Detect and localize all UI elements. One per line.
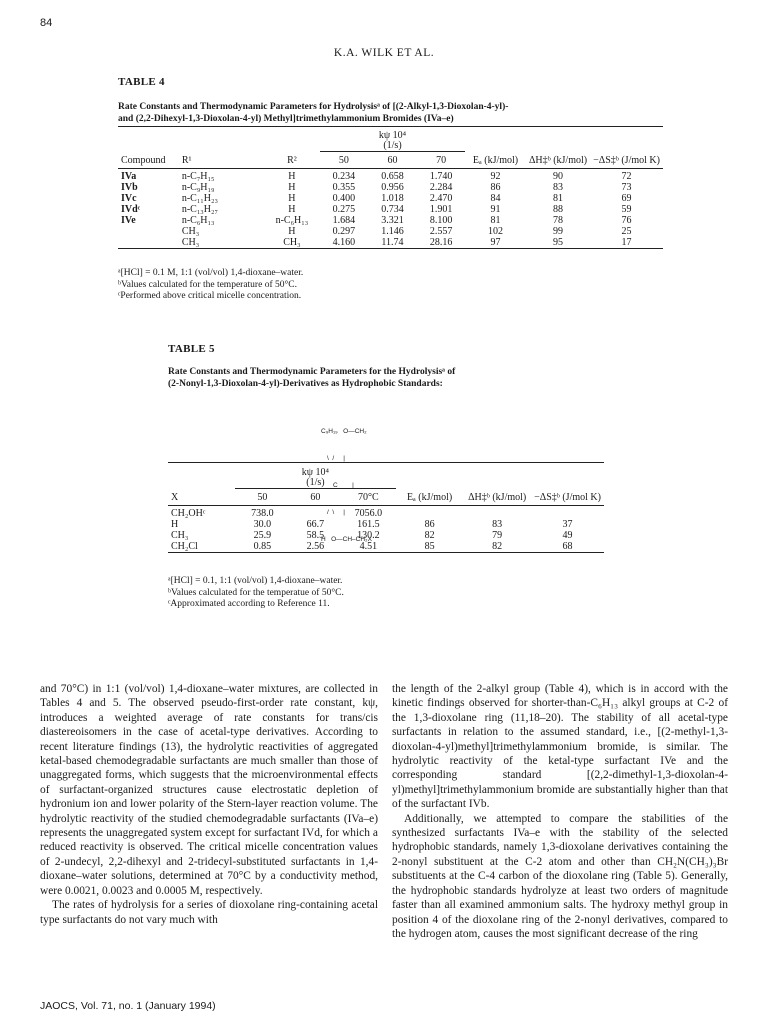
table4-cell: 99 xyxy=(553,226,564,237)
table4-header-3: 50 xyxy=(338,155,349,166)
table4-header-8: −ΔS‡ᵇ (J/mol K) xyxy=(593,155,660,166)
table4-k-header-1: kψ 10⁴ xyxy=(378,130,407,141)
table4-cell: 2.557 xyxy=(429,226,453,237)
table4-footnote-b: ᵇValues calculated for the temperature of 50°C. xyxy=(118,279,297,290)
table4-cell: 69 xyxy=(621,193,632,204)
table4-cell: H xyxy=(288,204,296,215)
table5-header-1: 50 xyxy=(257,492,268,503)
table5-cell: 68 xyxy=(562,541,573,552)
table5-footnote-a: ᵃ[HCl] = 0.1, 1:1 (vol/vol) 1,4-dioxane–water. xyxy=(168,576,343,586)
table4-caption xyxy=(118,101,678,125)
structure-line3: C | xyxy=(333,482,354,489)
table-row xyxy=(118,215,663,226)
table4-cell: IVe xyxy=(121,215,136,226)
table4-cell: IVa xyxy=(121,171,137,182)
table4-k-header-2: (1/s) xyxy=(383,140,402,151)
table-row xyxy=(168,541,604,553)
table-row xyxy=(118,171,663,182)
structure-line1: C₉H₁₉ O—CH₂ xyxy=(321,428,367,435)
table5-header-row xyxy=(168,490,604,506)
table4-cell: 1.146 xyxy=(381,226,404,237)
table4-cell: 0.658 xyxy=(381,171,404,182)
table4-cell: 2.470 xyxy=(429,193,453,204)
table4-k-header xyxy=(320,131,465,152)
table5-cell xyxy=(463,508,531,519)
table5-header-6: −ΔS‡ᵇ (J/mol K) xyxy=(534,492,601,503)
table4-cell xyxy=(118,237,179,249)
table4-cell: 90 xyxy=(553,171,564,182)
table5 xyxy=(168,468,604,556)
table4-cell: 17 xyxy=(621,237,632,248)
table5-cell: 58.5 xyxy=(306,530,325,541)
table4-cell: 0.400 xyxy=(332,193,356,204)
page-number: 84 xyxy=(40,17,53,29)
table5-header-5: ΔH‡ᵇ (kJ/mol) xyxy=(468,492,527,503)
table4-cell: 1.684 xyxy=(332,215,356,226)
table5-footnote-b: ᵇValues calculated for the temperatue of 50°C. xyxy=(168,587,344,598)
table4-cell: 0.297 xyxy=(332,226,356,237)
body-right-paragraph-1: the length of the 2-alkyl group (Table 4), which is in accord with the kinetic findings observed for shorter-than-C₆H₁₃ alkyl groups at C-2 of the 1,3-dioxolane ring (11,18–20). The stability of all acetal-type surfactants in relation to the assumed standard, i.e., [(2-methyl-1,3-dioxolan-4-yl)methyl]trimethylammonium bromide, is similar. The hydrolytic reactivity of the ketal-type surfactant IVe and the corresponding standard [(2,2-dimethyl-1,3-dioxolan-4-yl)methyl]trimethylammonium bromide are substantially higher than that of the surfactant IVb. xyxy=(392,683,728,811)
table4-cell: 91 xyxy=(490,204,501,215)
table4-cell: H xyxy=(288,171,296,182)
table4-cell: CH₃ xyxy=(181,237,200,248)
table4-cell: 25 xyxy=(621,226,632,237)
table4-cell: 8.100 xyxy=(429,215,453,226)
table-row xyxy=(168,519,604,530)
table4-header-0: Compound xyxy=(121,155,166,166)
table4-cell: n-C₇H₁₅ xyxy=(181,171,215,182)
running-head: K.A. WILK ET AL. xyxy=(333,47,435,59)
table4-cell: 86 xyxy=(490,182,501,193)
table5-cell: 130.2 xyxy=(357,530,380,541)
footer-citation: JAOCS, Vol. 71, no. 1 (January 1994) xyxy=(40,1000,216,1012)
table4-cell: 3.321 xyxy=(381,215,404,226)
table4-cell: 2.284 xyxy=(429,182,453,193)
table4-cell: 97 xyxy=(490,237,501,248)
body-right-column xyxy=(392,682,728,941)
table4-cell: n-C₁₁H₂₃ xyxy=(181,193,218,204)
table4-cell: 0.734 xyxy=(381,204,404,215)
table-row xyxy=(118,237,663,249)
table4-cell: 83 xyxy=(553,182,564,193)
table4-top-rule xyxy=(118,126,663,127)
table4-cell: 0.234 xyxy=(332,171,356,182)
table4-caption-line2: and (2,2-Dihexyl-1,3-Dioxolan-4-yl) Methyl]trimethylammonium Bromides (IVa–e) xyxy=(118,114,454,124)
table5-cell: 49 xyxy=(562,530,573,541)
structure-line2: \ / | xyxy=(327,455,345,462)
table5-caption xyxy=(168,366,608,390)
table4-cell: 59 xyxy=(621,204,632,215)
table5-cell xyxy=(290,508,341,519)
table4-cell: 73 xyxy=(621,182,632,193)
table5-top-rule xyxy=(168,462,604,463)
table5-cell xyxy=(531,508,604,519)
table4-cell: H xyxy=(288,193,296,204)
table4-header-5: 70 xyxy=(436,155,447,166)
table4-cell: 1.901 xyxy=(429,204,453,215)
table5-cell: 37 xyxy=(562,519,573,530)
table4-cell: IVb xyxy=(121,182,138,193)
table5-header-0: X xyxy=(171,492,179,503)
table4-header-4: 60 xyxy=(387,155,398,166)
structure-line5: H O—CH–CH₂X xyxy=(321,536,372,543)
table4-cell: 102 xyxy=(488,226,503,237)
table-row xyxy=(168,530,604,541)
table4-cell: IVdᶜ xyxy=(121,204,141,215)
body-right-paragraph-2: Additionally, we attempted to compare the stabilities of the synthesized surfactants IVa–e with the stability of the selected hydrophobic standards, namely 1,3-dioxolane derivatives containing the 2-nonyl substituent at the C-2 atom and other than CH₂N(CH₃)₃Br substituents at the C-4 carbon of the dioxolane ring (Table 5). Generally, the hydrophobic standards hydrolyze at least two orders of magnitude faster than all examined ammonium salts. The hydroxy methyl group in position 4 of the dioxolane ring of the 2-nonyl derivatives, compared to the hydrogen atom, causes the most significant decrease of the ring xyxy=(392,812,728,940)
table5-cell xyxy=(396,508,463,519)
table4-cell: n-C₆H₁₃ xyxy=(181,215,215,226)
table4-cell: 1.740 xyxy=(429,171,453,182)
table4-footnote-c: ᶜPerformed above critical micelle concentration. xyxy=(118,291,302,301)
table4-cell: 76 xyxy=(621,215,632,226)
table4-cell: 0.355 xyxy=(332,182,356,193)
table5-cell: 7056.0 xyxy=(354,508,383,519)
table5-cell: 161.5 xyxy=(357,519,380,530)
table4-header-6: Eₐ (kJ/mol) xyxy=(472,155,519,166)
table5-cell: 79 xyxy=(492,530,503,541)
structure-line4: / \ | xyxy=(327,509,345,516)
table4-header-row xyxy=(118,153,663,169)
table5-cell: 85 xyxy=(424,541,435,552)
table4-cell: H xyxy=(288,226,296,237)
table-row xyxy=(118,182,663,193)
table4-footnotes xyxy=(118,268,303,303)
table4-cell: 88 xyxy=(553,204,564,215)
table4 xyxy=(118,131,663,252)
table5-header-4: Eₐ (kJ/mol) xyxy=(406,492,453,503)
table4-cell xyxy=(118,226,179,237)
table5-cell: 86 xyxy=(424,519,435,530)
table5-k-header-1: kψ 10⁴ xyxy=(301,467,330,478)
table5-header-3: 70°C xyxy=(358,492,379,503)
table5-header-2: 60 xyxy=(310,492,321,503)
table-row xyxy=(118,193,663,204)
table4-cell: 95 xyxy=(553,237,564,248)
table4-cell: CH₃ xyxy=(283,237,301,248)
table5-cell: H xyxy=(171,519,179,530)
table4-cell: 28.16 xyxy=(429,237,453,248)
table5-cell: 83 xyxy=(492,519,503,530)
table-row xyxy=(168,508,604,519)
body-left-paragraph-1: and 70°C) in 1:1 (vol/vol) 1,4-dioxane–water mixtures, are collected in Tables 4 and 5. The observed pseudo-first-order rate constant, kψ, introduces a weighted average of rate constants for trans/cis diastereoisomers in the case of acetal-type derivatives. According to recent literature findings (13), the hydrolytic reactivities of aggregated ketal-based chemodegradable surfactants are much smaller than those of unaggregated forms, which suggests that the microenvironmental effects of surfactant-organized structures cause electrostatic depletion of hydronium ion and lower polarity of the Stern-layer reaction volume. The hydrolytic reactivity of the studied chemodegradable surfactants (IVa–e) represents the unaggregated system except for surfactant IVd, for which a reduced reactivity is observed. The critical micelle concentration values of 2-undecyl, 2,2-dihexyl and 2-tridecyl-substituted surfactants in 1,4- dioxane–water solutions, determined at 70°C by a conductivity method, were 0.0021, 0.0023 and 0.0005 M, respectively. xyxy=(40,683,378,897)
table5-cell: 25.9 xyxy=(253,530,272,541)
table5-cell: 82 xyxy=(424,530,435,541)
table5-cell: CH₂Cl xyxy=(171,541,198,552)
table4-cell: 81 xyxy=(553,193,564,204)
table4-cell: IVc xyxy=(121,193,137,204)
table4-header-1: R¹ xyxy=(181,155,192,166)
table4-label: TABLE 4 xyxy=(118,76,165,88)
table4-cell: n-C₁₃H₂₇ xyxy=(181,204,218,215)
table5-cell: CH₂OHᶜ xyxy=(171,508,206,519)
table4-cell: 92 xyxy=(490,171,501,182)
table5-caption-line2: (2-Nonyl-1,3-Dioxolan-4-yl)-Derivatives as Hydrophobic Standards: xyxy=(168,379,443,389)
table5-cell: 2.56 xyxy=(306,541,325,552)
table5-cell: 82 xyxy=(492,541,503,552)
table4-header-2: R² xyxy=(287,155,297,166)
table4-cell: 0.275 xyxy=(332,204,356,215)
body-left-paragraph-2: The rates of hydrolysis for a series of dioxolane ring-containing acetal type surfactants do not vary much with xyxy=(40,899,378,926)
table5-k-header-2: (1/s) xyxy=(306,477,325,488)
table-row xyxy=(118,204,663,215)
table4-cell: 11.74 xyxy=(381,237,404,248)
table5-cell: 738.0 xyxy=(251,508,274,519)
table4-caption-line1: Rate Constants and Thermodynamic Parameters for Hydrolysisᵃ of [(2-Alkyl-1,3-Dioxolan-4-yl)- xyxy=(118,102,509,112)
table5-cell: CH₃ xyxy=(171,530,189,541)
table4-cell: n-C₆H₁₃ xyxy=(275,215,309,226)
table-row xyxy=(118,226,663,237)
table5-label: TABLE 5 xyxy=(168,343,215,355)
table5-footnotes xyxy=(168,576,344,611)
table4-cell: 84 xyxy=(490,193,501,204)
table4-cell: 81 xyxy=(490,215,501,226)
table5-caption-line1: Rate Constants and Thermodynamic Parameters for the Hydrolysisᵃ of xyxy=(168,367,456,377)
table5-footnote-c: ᶜApproximated according to Reference 11. xyxy=(168,599,330,609)
table5-cell: 4.51 xyxy=(359,541,378,552)
table4-cell: 1.018 xyxy=(381,193,404,204)
table4-cell: H xyxy=(288,182,296,193)
table4-cell: 0.956 xyxy=(381,182,404,193)
table4-footnote-a: ᵃ[HCl] = 0.1 M, 1:1 (vol/vol) 1,4-dioxane–water. xyxy=(118,268,304,278)
table4-cell: n-C₉H₁₉ xyxy=(181,182,215,193)
table5-cell: 0.85 xyxy=(253,541,272,552)
body-left-column xyxy=(40,682,378,927)
table5-k-header xyxy=(235,468,396,489)
table4-cell: 4.160 xyxy=(332,237,356,248)
table4-cell: 72 xyxy=(621,171,632,182)
table5-cell: 30.0 xyxy=(253,519,272,530)
table4-cell: 78 xyxy=(553,215,564,226)
table5-cell: 66.7 xyxy=(306,519,325,530)
table4-header-7: ΔH‡ᵇ (kJ/mol) xyxy=(528,155,588,166)
table4-cell: CH₃ xyxy=(181,226,200,237)
